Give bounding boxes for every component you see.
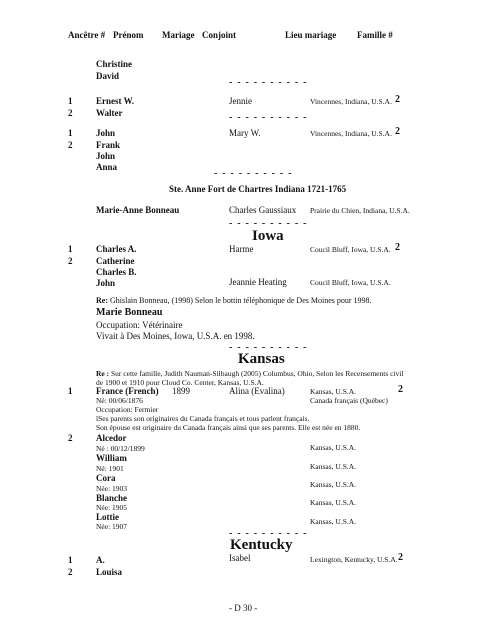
person-name: Alcedor (96, 433, 127, 443)
reference-text: Ghislain Bonneau, (1998) Selon le bottin téléphonique de Des Moines pour 1998. (110, 296, 372, 305)
note-text: lSes parents son originaires du Canada français et tous parlent français. (96, 414, 310, 423)
section-title: Ste. Anne Fort de Chartres Indiana 1721-1765 (169, 184, 347, 194)
family-number: 2 (395, 94, 400, 105)
birth-place: Kansas, U.S.A. (310, 517, 357, 526)
person-name: Ernest W. (96, 96, 135, 106)
marriage-place: Kansas, U.S.A. (310, 387, 357, 396)
marriage-place: Canada français (Québec) (310, 396, 388, 405)
birth-date: Né: 1901 (96, 464, 124, 473)
reference-label: Re : (96, 369, 110, 378)
person-name: Christine (96, 59, 132, 69)
person-name: Cora (96, 473, 116, 483)
reference-label: Re: (96, 296, 108, 305)
reference-text: Sur cette famille, Judith Nauman-Silbaugh (2005) Columbus, Ohio, Selon les Recensements civil (111, 369, 404, 378)
marriage-year: 1899 (172, 386, 190, 396)
section-title: Kentucky (230, 537, 293, 553)
birth-place: Kansas, U.S.A. (310, 443, 357, 452)
person-name: Blanche (96, 493, 128, 503)
spouse-name: Jeannie Heating (229, 277, 287, 287)
ancestor-number: 2 (68, 567, 73, 577)
ancestor-number: 2 (68, 108, 73, 118)
person-name: John (96, 151, 116, 161)
section-title: Iowa (252, 228, 284, 244)
spouse-name: Isabel (229, 553, 251, 563)
ancestor-number: 1 (68, 244, 73, 254)
person-name: Walter (96, 108, 123, 118)
header-prenom: Prénom (113, 30, 144, 40)
birth-date: Née: 1905 (96, 503, 128, 512)
birth-date: Née: 1903 (96, 484, 128, 493)
occupation-text: Occupation: Vétérinaire (96, 320, 183, 330)
ancestor-number: 2 (68, 140, 73, 150)
marriage-place: Vincennes, Indiana, U.S.A. (310, 129, 392, 138)
ancestor-number: 1 (68, 128, 73, 138)
page-number: - D 30 - (229, 603, 258, 613)
note-text: Son épouse est originaire du Canada français ainsi que ses parents. Elle est née en 1880. (96, 423, 361, 432)
section-separator: - - - - - - - - - - (229, 77, 308, 88)
person-name: Marie-Anne Bonneau (96, 205, 180, 215)
person-name: John (96, 128, 116, 138)
header-conjoint: Conjoint (202, 30, 237, 40)
marriage-place: Vincennes, Indiana, U.S.A. (310, 97, 392, 106)
marriage-place: Coucil Bluff, Iowa, U.S.A. (310, 278, 391, 287)
section-separator: - - - - - - - - - - (229, 112, 308, 123)
birth-date: Né: 00/06/1876 (96, 396, 143, 405)
family-number: 2 (395, 242, 400, 253)
marriage-place: Lexington, Kentucky, U.S.A. (310, 555, 398, 564)
occupation-text: Occupation: Fermier (96, 405, 159, 414)
person-name: Marie Bonneau (96, 307, 163, 318)
section-separator: - - - - - - - - - - (214, 168, 293, 179)
section-separator: - - - - - - - - - - (229, 528, 308, 539)
birth-place: Kansas, U.S.A. (310, 480, 357, 489)
person-name: John (96, 278, 116, 288)
birth-place: Kansas, U.S.A. (310, 462, 357, 471)
header-lieu-mariage: Lieu mariage (285, 30, 337, 40)
marriage-place: Coucil Bluff, Iowa, U.S.A. (310, 245, 391, 254)
header-ancestre: Ancêtre # (68, 30, 106, 40)
family-number: 2 (395, 126, 400, 137)
header-famille: Famille # (357, 30, 393, 40)
spouse-name: Charles Gaussiaux (229, 205, 297, 215)
person-name: Louisa (96, 567, 123, 577)
spouse-name: Alina (Evalina) (229, 386, 285, 396)
family-number: 2 (398, 384, 403, 395)
ancestor-number: 2 (68, 433, 73, 443)
birth-place: Kansas, U.S.A. (310, 498, 357, 507)
ancestor-number: 1 (68, 96, 73, 106)
person-name: Charles A. (96, 244, 137, 254)
person-name: Anna (96, 162, 118, 172)
ancestor-number: 2 (68, 256, 73, 266)
section-title: Kansas (238, 351, 285, 367)
reference-note (96, 296, 372, 305)
person-name: Frank (96, 140, 121, 150)
person-name: A. (96, 555, 105, 565)
section-separator: - - - - - - - - - - (229, 218, 308, 229)
person-name: Catherine (96, 256, 135, 266)
marriage-place: Prairie du Chien, Indiana, U.S.A. (310, 206, 410, 215)
spouse-name: Jennie (229, 96, 252, 106)
header-mariage: Mariage (162, 30, 195, 40)
spouse-name: Mary W. (229, 128, 261, 138)
person-name: David (96, 71, 120, 81)
person-name: France (French) (96, 386, 159, 396)
family-number: 2 (398, 552, 403, 563)
section-separator: - - - - - - - - - - (229, 342, 308, 353)
ancestor-number: 1 (68, 386, 73, 396)
person-name: Lottie (96, 512, 119, 522)
birth-date: Né : 00/12/1899 (96, 444, 145, 453)
residence-text: Vivait à Des Moines, Iowa, U.S.A. en 1998. (96, 331, 255, 341)
ancestor-number: 1 (68, 555, 73, 565)
reference-text: de 1900 et 1910 pour Cloud Co. Center, Kansas, U.S.A. (96, 378, 264, 387)
birth-date: Née: 1907 (96, 522, 128, 531)
person-name: Charles B. (96, 267, 137, 277)
person-name: William (96, 453, 127, 463)
reference-note (96, 369, 403, 378)
spouse-name: Harme (229, 244, 254, 254)
